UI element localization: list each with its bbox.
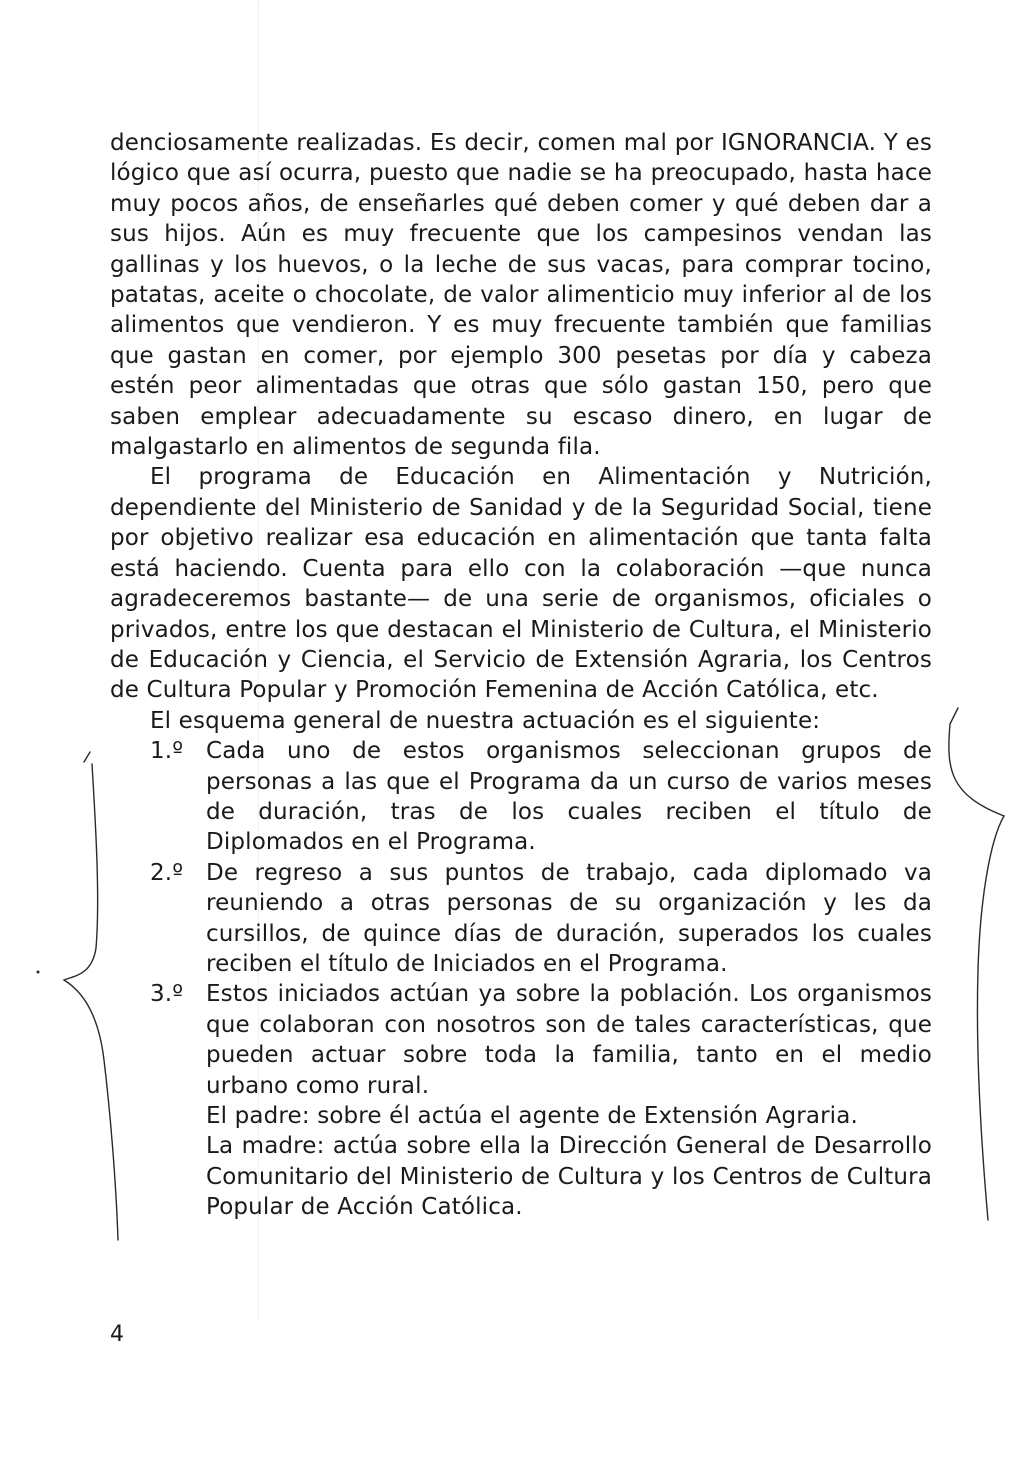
page-number: 4	[110, 1322, 124, 1347]
paragraph-programa: El programa de Educación en Alimentación y Nutrición, dependiente del Ministerio de Sanidad y de la Seguridad Social, tiene por objetivo realizar esa educación en alimentación que tanta falta está haciendo. Cuenta para ello con la colaboración —que nunca agradeceremos bastante— de una serie de organismos, oficiales o privados, entre los que destacan el Ministerio de Cultura, el Ministerio de Educación y Ciencia, el Servicio de Extensión Agraria, los Centros de Cultura Popular y Promoción Femenina de Acción Católica, etc.	[110, 464, 932, 704]
list-item-text: De regreso a sus puntos de trabajo, cada diplomado va reuniendo a otras personas de su organización y les da cursillos, de quince días de duración, superados los cuales reciben el título de Iniciados en el Programa.	[206, 859, 932, 977]
sub-paragraph-madre: La madre: actúa sobre ella la Dirección General de Desarrollo Comunitario del Ministerio de Cultura y los Centros de Cultura Popular de Acción Católica.	[206, 1133, 932, 1221]
list-item-text: Cada uno de estos organismos seleccionan grupos de personas a las que el Programa da un curso de varios meses de duración, tras de los cuales reciben el título de Diplomados en el Programa.	[206, 738, 932, 856]
body-text	[110, 128, 932, 1223]
list-item-text: Estos iniciados actúan ya sobre la población. Los organismos que colaboran con nosotros son de tales características, que pueden actuar sobre toda la familia, tanto en el medio urbano como rural.	[206, 981, 932, 1099]
ink-dot	[37, 971, 40, 974]
list-item-number: 2.º	[150, 859, 184, 886]
list-item-3	[110, 979, 932, 1101]
list-item-number: 3.º	[150, 981, 184, 1008]
right-brace-mark	[949, 708, 1004, 1220]
list-item-2	[110, 858, 932, 980]
sub-paragraph-padre: El padre: sobre él actúa el agente de Extensión Agraria.	[206, 1103, 858, 1129]
list-item-1	[110, 736, 932, 858]
paragraph-continuation: denciosamente realizadas. Es decir, comen mal por IGNORANCIA. Y es lógico que así ocurra, puesto que nadie se ha preocupado, hasta hace muy pocos años, de enseñarles qué deben comer y qué deben dar a sus hijos. Aún es muy frecuente que los campesinos vendan las gallinas y los huevos, o la leche de sus vacas, para comprar tocino, patatas, aceite o chocolate, de valor alimenticio muy inferior al de los alimentos que vendieron. Y es muy frecuente también que familias que gastan en comer, por ejemplo 300 pesetas por día y cabeza estén peor alimentadas que otras que sólo gastan 150, pero que saben emplear adecuadamente su escaso dinero, en lugar de malgastarlo en alimentos de segunda fila.	[110, 130, 932, 461]
paragraph-esquema: El esquema general de nuestra actuación es el siguiente:	[150, 707, 821, 734]
list-item-number: 1.º	[150, 738, 184, 765]
